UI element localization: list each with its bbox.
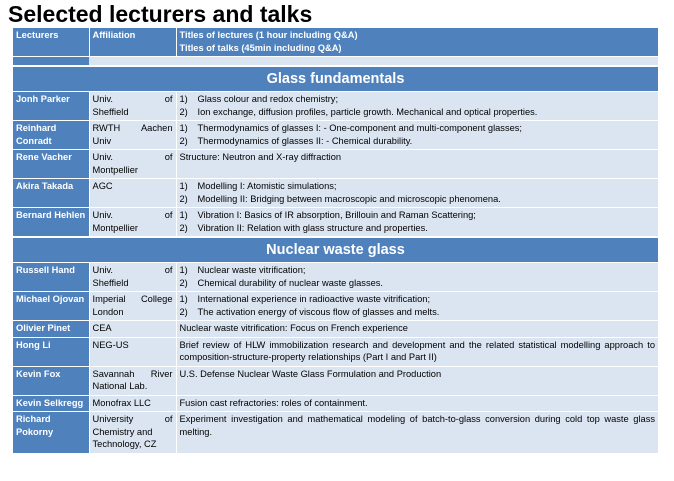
lecturer-name: Jonh Parker [13, 92, 89, 121]
lecturer-name: Bernard Hehlen [13, 208, 89, 238]
talk-titles: Nuclear waste vitrification: Focus on French experience [176, 321, 658, 338]
affiliation: AGC [89, 179, 176, 208]
talk-titles: 1) International experience in radioactive waste vitrification; 2) The activation energy of viscous flow of glasses and melts. [176, 292, 658, 321]
table-row [13, 292, 658, 321]
talk-titles: 1) Modelling I: Atomistic simulations; 2) Modelling II: Bridging between macroscopic and microscopic phenomena. [176, 179, 658, 208]
table-row [13, 121, 658, 150]
affiliation: NEG-US [89, 337, 176, 366]
header-titles [176, 28, 658, 57]
affiliation: Imperial College London [89, 292, 176, 321]
table-row [13, 208, 658, 238]
lecturer-name: Olivier Pinet [13, 321, 89, 338]
talk-titles: 1) Vibration I: Basics of IR absorption, Brillouin and Raman Scattering; 2) Vibration II: Relation with glass structure and properties. [176, 208, 658, 238]
table-row [13, 395, 658, 412]
header-lecturers: Lecturers [13, 28, 89, 57]
affiliation: University of Chemistry and Technology, CZ [89, 412, 176, 454]
section-title: Nuclear waste glass [13, 237, 658, 263]
affiliation: Monofrax LLC [89, 395, 176, 412]
header-affiliation: Affiliation [89, 28, 176, 57]
spacer-row [13, 57, 658, 67]
lecturer-name: Rene Vacher [13, 150, 89, 179]
talk-titles: Fusion cast refractories: roles of containment. [176, 395, 658, 412]
affiliation: RWTH Aachen Univ [89, 121, 176, 150]
table-row [13, 412, 658, 454]
table-row [13, 92, 658, 121]
affiliation: CEA [89, 321, 176, 338]
table-row [13, 150, 658, 179]
affiliation: Univ. of Montpellier [89, 150, 176, 179]
table-row [13, 179, 658, 208]
affiliation: Univ. of Sheffield [89, 263, 176, 292]
table-row [13, 321, 658, 338]
table-header-row [13, 28, 658, 57]
page-title: Selected lecturers and talks [8, 1, 313, 27]
section-header-nuclear-waste-glass [13, 237, 658, 263]
header-titles-lectures: Titles of lectures (1 hour including Q&A) [179, 30, 358, 40]
header-titles-talks: Titles of talks (45min including Q&A) [179, 42, 342, 53]
affiliation: Univ. of Montpellier [89, 208, 176, 238]
table-row [13, 263, 658, 292]
lecturer-name: Michael Ojovan [13, 292, 89, 321]
lecturer-name: Hong Li [13, 337, 89, 366]
table-row [13, 337, 658, 366]
talk-titles: 1) Thermodynamics of glasses I: - One-component and multi-component glasses; 2) Thermodynamics of glasses II: - Chemical durability. [176, 121, 658, 150]
talk-titles: Brief review of HLW immobilization research and development and the related statistical modelling approach to composition-structure-property relationships (Part I and Part II) [176, 337, 658, 366]
lecturer-name: Kevin Fox [13, 366, 89, 395]
lecturer-name: Kevin Selkregg [13, 395, 89, 412]
talk-titles: 1) Glass colour and redox chemistry; 2) Ion exchange, diffusion profiles, particle growth. Mechanical and optical properties. [176, 92, 658, 121]
talk-titles: Structure: Neutron and X-ray diffraction [176, 150, 658, 179]
talk-titles: 1) Nuclear waste vitrification; 2) Chemical durability of nuclear waste glasses. [176, 263, 658, 292]
lecturer-name: Richard Pokorny [13, 412, 89, 454]
affiliation: Univ. of Sheffield [89, 92, 176, 121]
table-row [13, 366, 658, 395]
section-header-glass-fundamentals [13, 66, 658, 92]
lecturer-name: Russell Hand [13, 263, 89, 292]
lecturers-table [13, 28, 658, 454]
talk-titles: Experiment investigation and mathematical modeling of batch-to-glass conversion during cold top waste glass melting. [176, 412, 658, 454]
lecturer-name: Reinhard Conradt [13, 121, 89, 150]
affiliation: Savannah River National Lab. [89, 366, 176, 395]
talk-titles: U.S. Defense Nuclear Waste Glass Formulation and Production [176, 366, 658, 395]
section-title: Glass fundamentals [13, 66, 658, 92]
lecturer-name: Akira Takada [13, 179, 89, 208]
